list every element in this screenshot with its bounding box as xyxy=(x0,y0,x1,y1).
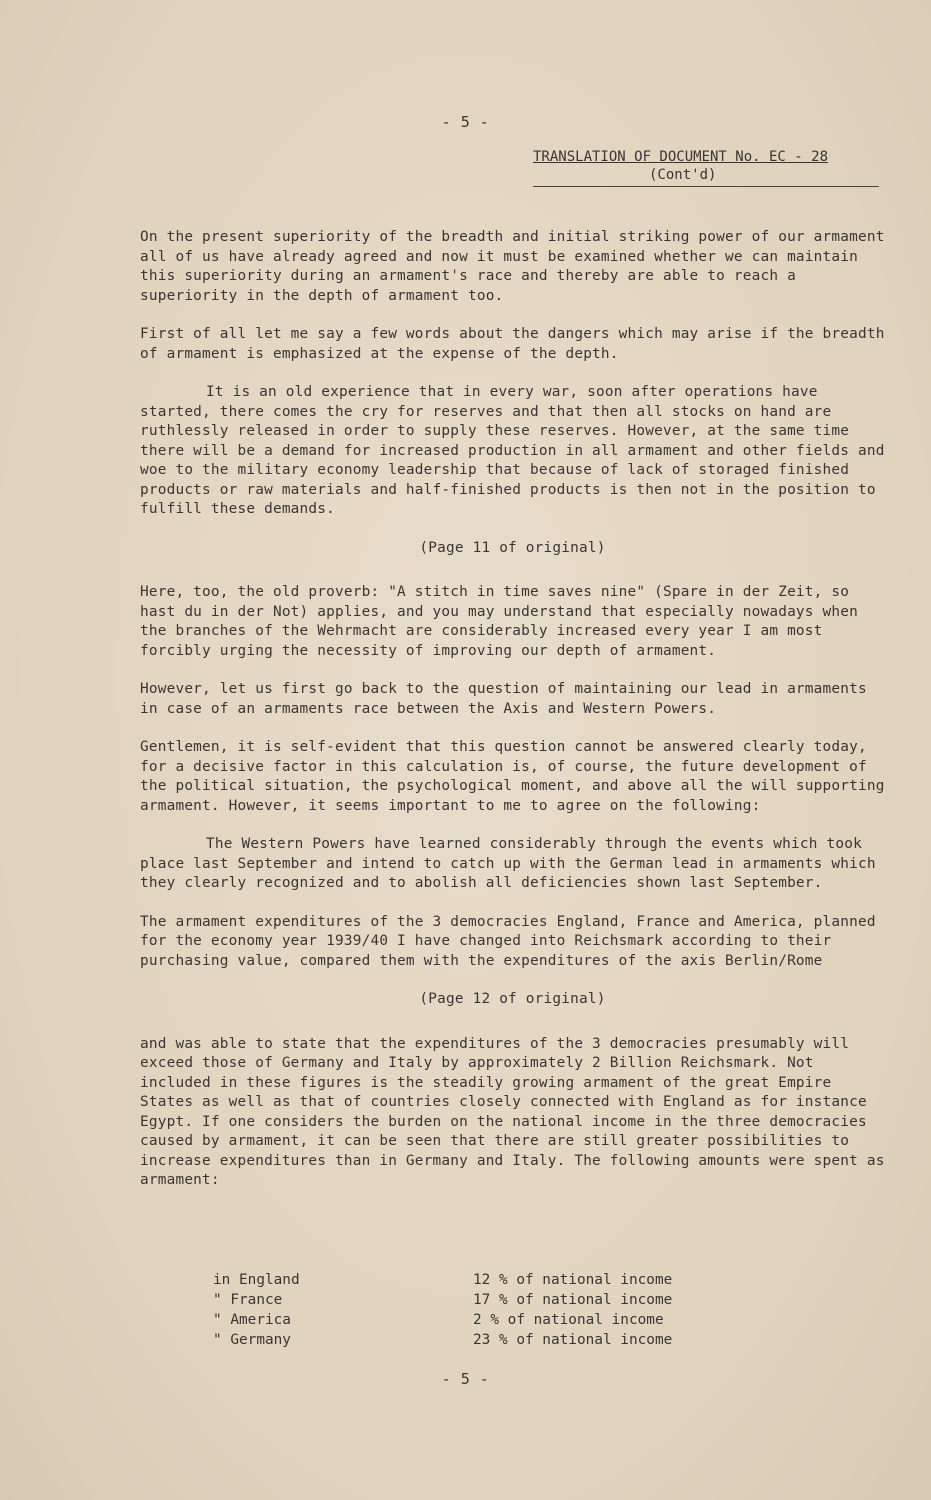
paragraph: However, let us first go back to the question of maintaining our lead in armaments in case of an armaments race between the Axis and Western Powers. xyxy=(140,681,867,717)
table-row xyxy=(213,1290,733,1310)
page-number-top: - 5 - xyxy=(441,113,490,131)
table-row xyxy=(213,1270,733,1290)
document-body xyxy=(140,228,885,1201)
paragraph: It is an old experience that in every war, soon after operations have started, there comes the cry for reserves and that then all stocks on hand are ruthlessly released in order to supply these reserves. However, at the same time there will be a demand for increased production in all armament and other fields and woe to the military economy leadership that because of lack of storaged finished products or raw materials and half-finished products is then not in the position to fulfill these demands. xyxy=(140,384,885,517)
document-header xyxy=(533,148,879,184)
paragraph: The armament expenditures of the 3 democracies England, France and America, planned for the economy year 1939/40 I have changed into Reichsmark according to their purchasing value, compared them with the expenditures of the axis Berlin/Rome xyxy=(140,913,876,969)
page-reference: (Page 12 of original) xyxy=(419,991,606,1007)
value-cell: 2 % of national income xyxy=(473,1312,664,1328)
value-cell: 12 % of national income xyxy=(473,1272,673,1288)
paragraph: On the present superiority of the breadth and initial striking power of our armament all of us have already agreed and now it must be examined whether we can maintain this superiority during an armament's race and thereby are able to reach a superiority in the depth of armament too. xyxy=(140,229,885,304)
document-title: TRANSLATION OF DOCUMENT No. EC - 28 xyxy=(533,149,829,165)
table-row xyxy=(213,1330,733,1350)
document-subtitle: (Cont'd) xyxy=(649,167,717,183)
table-row xyxy=(213,1310,733,1330)
page-reference: (Page 11 of original) xyxy=(419,539,606,556)
country-cell: " America xyxy=(213,1312,291,1328)
paragraph: Gentlemen, it is self-evident that this question cannot be answered clearly today, for a decisive factor in this calculation is, of course, the future development of the political situation, the psychological moment, and above all the will supporting armament. However, it seems important to me to agree on the following: xyxy=(140,739,885,814)
paragraph: and was able to state that the expenditures of the 3 democracies presumably will exceed those of Germany and Italy by approximately 2 Billion Reichsmark. Not included in these figures is the steadily growing armament of the great Empire States as well as that of countries closely connected with England as for instance Egypt. If one considers the burden on the national income in the three democracies caused by armament, it can be seen that there are still greater possibilities to increase expenditures than in Germany and Italy. The following amounts were spent as armament: xyxy=(140,1035,885,1188)
page-number-bottom: - 5 - xyxy=(441,1370,490,1388)
paragraph: Here, too, the old proverb: "A stitch in time saves nine" (Spare in der Zeit, so hast du in der Not) applies, and you may understand that especially nowadays when the branches of the Wehrmacht are considerably increased every year I am most forcibly urging the necessity of improving our depth of armament. xyxy=(140,584,858,659)
value-cell: 17 % of national income xyxy=(473,1292,673,1308)
country-cell: " France xyxy=(213,1292,283,1308)
paragraph: First of all let me say a few words about the dangers which may arise if the breadth of armament is emphasized at the expense of the depth. xyxy=(140,326,885,362)
country-cell: in England xyxy=(213,1272,300,1288)
armament-spending-table xyxy=(213,1270,733,1350)
country-cell: " Germany xyxy=(213,1332,291,1348)
header-rule xyxy=(533,186,879,187)
paragraph: The Western Powers have learned considerably through the events which took place last September and intend to catch up with the German lead in armaments which they clearly recognized and to abolish all deficiencies shown last September. xyxy=(140,836,876,891)
value-cell: 23 % of national income xyxy=(473,1332,673,1348)
